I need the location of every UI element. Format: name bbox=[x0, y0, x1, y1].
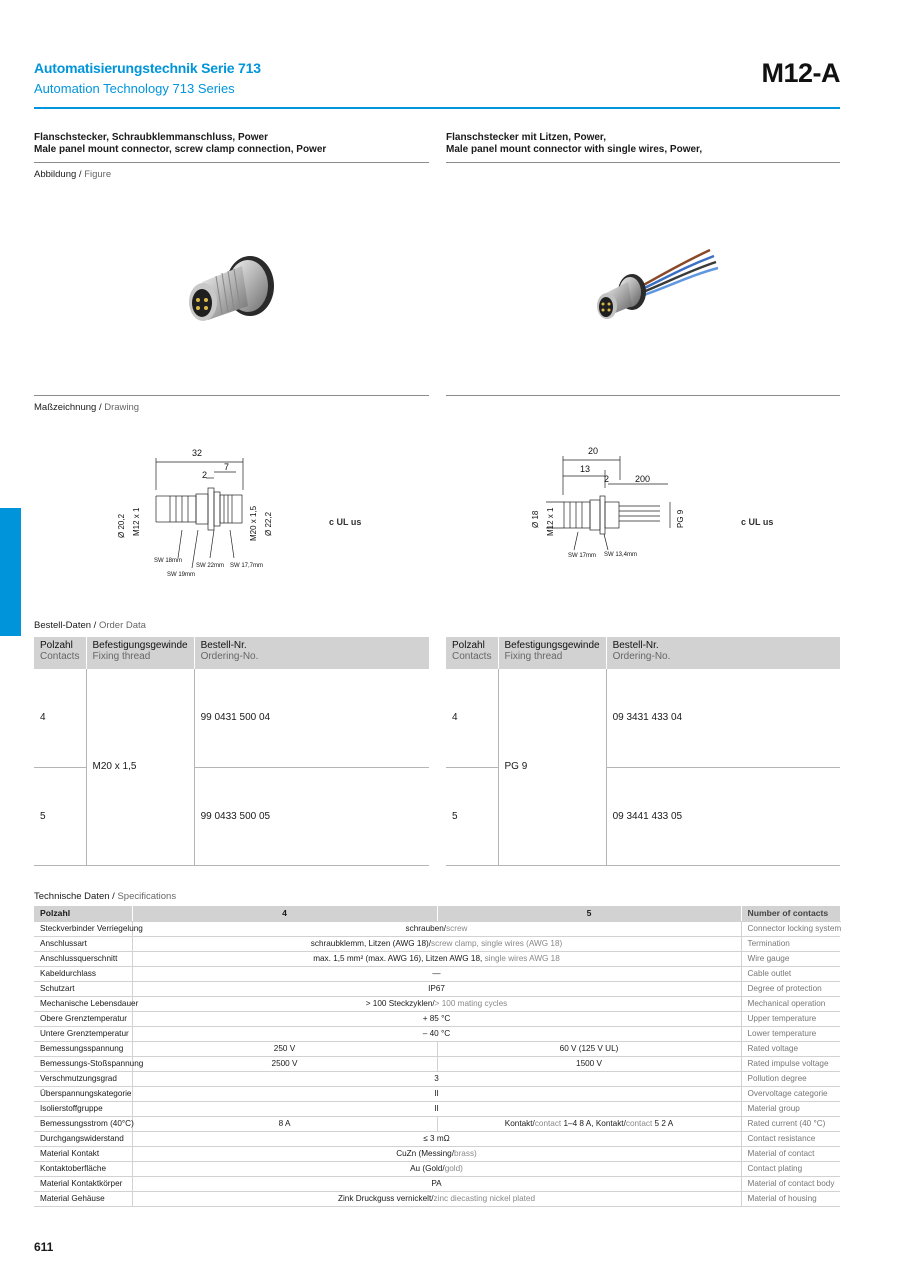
contacts-cell: 4 bbox=[446, 669, 498, 767]
side-tab-marker bbox=[0, 508, 21, 636]
spec-label-en: Wire gauge bbox=[741, 951, 840, 966]
spec-value: schrauben/screw bbox=[132, 921, 741, 936]
col-fixing-thread: Befestigungsgewinde Fixing thread bbox=[498, 637, 606, 669]
spec-value: > 100 Steckzyklen/> 100 mating cycles bbox=[132, 996, 741, 1011]
spec-row bbox=[34, 1191, 840, 1206]
spec-label-de: Obere Grenztemperatur bbox=[34, 1011, 132, 1026]
specifications-label: Technische Daten / Specifications bbox=[34, 891, 177, 902]
spec-row bbox=[34, 1116, 840, 1131]
divider bbox=[446, 162, 840, 163]
spec-row bbox=[34, 936, 840, 951]
order-no-cell: 99 0431 500 04 bbox=[194, 669, 429, 767]
order-table-right bbox=[446, 637, 840, 866]
spec-value: schraubklemm, Litzen (AWG 18)/screw clamp, single wires (AWG 18) bbox=[132, 936, 741, 951]
drawing-label: Maßzeichnung / Drawing bbox=[34, 402, 140, 413]
dim-13: 13 bbox=[580, 464, 591, 474]
spec-label-de: Isolierstoffgruppe bbox=[34, 1101, 132, 1116]
spec-value: + 85 °C bbox=[132, 1011, 741, 1026]
spec-value-5: Kontakt/contact 1–4 8 A, Kontakt/contact 5 2 A bbox=[437, 1116, 741, 1131]
spec-value: — bbox=[132, 966, 741, 981]
dim-m12: M12 x 1 bbox=[132, 507, 141, 536]
spec-label-en: Upper temperature bbox=[741, 1011, 840, 1026]
right-column-title bbox=[446, 132, 840, 156]
dim-m20: M20 x 1,5 bbox=[249, 505, 258, 541]
series-title-en: Automation Technology 713 Series bbox=[34, 81, 235, 96]
spec-label-de: Kabeldurchlass bbox=[34, 966, 132, 981]
dimension-drawing-right bbox=[520, 440, 700, 565]
spec-row bbox=[34, 981, 840, 996]
spec-head-label: Polzahl bbox=[34, 906, 132, 921]
dim-d18: Ø 18 bbox=[531, 510, 540, 528]
spec-label-en: Cable outlet bbox=[741, 966, 840, 981]
product-code: M12-A bbox=[761, 58, 840, 88]
contacts-cell: 5 bbox=[446, 767, 498, 865]
spec-label-de: Anschlussquerschnitt bbox=[34, 951, 132, 966]
spec-label-en: Material group bbox=[741, 1101, 840, 1116]
sw-13-4: SW 13,4mm bbox=[604, 552, 638, 558]
spec-value: ≤ 3 mΩ bbox=[132, 1131, 741, 1146]
spec-value: II bbox=[132, 1101, 741, 1116]
spec-row bbox=[34, 921, 840, 936]
spec-row bbox=[34, 951, 840, 966]
spec-label-de: Bemessungsstrom (40°C) bbox=[34, 1116, 132, 1131]
spec-row bbox=[34, 1026, 840, 1041]
col-ordering-no: Bestell-Nr. Ordering-No. bbox=[606, 637, 840, 669]
dimension-drawing-left bbox=[110, 440, 300, 585]
spec-head-4: 4 bbox=[132, 906, 437, 921]
product-image-screw-clamp bbox=[180, 248, 280, 336]
spec-label-en: Contact resistance bbox=[741, 1131, 840, 1146]
spec-label-de: Verschmutzungsgrad bbox=[34, 1071, 132, 1086]
thread-cell: PG 9 bbox=[498, 669, 606, 865]
spec-label-de: Schutzart bbox=[34, 981, 132, 996]
spec-label-de: Durchgangswiderstand bbox=[34, 1131, 132, 1146]
spec-label-de: Überspannungskategorie bbox=[34, 1086, 132, 1101]
spec-row bbox=[34, 1161, 840, 1176]
contacts-cell: 5 bbox=[34, 767, 86, 865]
spec-label-de: Material Gehäuse bbox=[34, 1191, 132, 1206]
spec-row bbox=[34, 1101, 840, 1116]
dim-2: 2 bbox=[202, 470, 208, 480]
spec-row bbox=[34, 1056, 840, 1071]
spec-value: CuZn (Messing/brass) bbox=[132, 1146, 741, 1161]
spec-label-de: Bemessungs-Stoßspannung bbox=[34, 1056, 132, 1071]
spec-label-de: Material Kontakt bbox=[34, 1146, 132, 1161]
figure-label: Abbildung / Figure bbox=[34, 169, 112, 180]
table-row bbox=[34, 669, 429, 767]
col-contacts: Polzahl Contacts bbox=[446, 637, 498, 669]
spec-value: 3 bbox=[132, 1071, 741, 1086]
spec-value: IP67 bbox=[132, 981, 741, 996]
col-fixing-thread: Befestigungsgewinde Fixing thread bbox=[86, 637, 194, 669]
specifications-table bbox=[34, 906, 841, 1207]
dim-200: 200 bbox=[635, 474, 651, 484]
spec-row bbox=[34, 1086, 840, 1101]
spec-value-5: 1500 V bbox=[437, 1056, 741, 1071]
spec-label-en: Rated impulse voltage bbox=[741, 1056, 840, 1071]
left-title-de: Flanschstecker, Schraubklemmanschluss, Power bbox=[34, 132, 268, 143]
sw-18: SW 18mm bbox=[154, 558, 183, 564]
order-no-cell: 09 3441 433 05 bbox=[606, 767, 840, 865]
spec-head-en: Number of contacts bbox=[741, 906, 840, 921]
thread-cell: M20 x 1,5 bbox=[86, 669, 194, 865]
right-title-en: Male panel mount connector with single wires, Power, bbox=[446, 144, 703, 155]
order-no-cell: 99 0433 500 05 bbox=[194, 767, 429, 865]
sw-19: SW 19mm bbox=[167, 572, 196, 578]
dim-7: 7 bbox=[224, 462, 230, 472]
spec-label-en: Termination bbox=[741, 936, 840, 951]
spec-row bbox=[34, 1041, 840, 1056]
spec-label-en: Lower temperature bbox=[741, 1026, 840, 1041]
right-title-de: Flanschstecker mit Litzen, Power, bbox=[446, 132, 607, 143]
contacts-cell: 4 bbox=[34, 669, 86, 767]
spec-value: Zink Druckguss vernickelt/zinc diecasting nickel plated bbox=[132, 1191, 741, 1206]
spec-value: Au (Gold/gold) bbox=[132, 1161, 741, 1176]
spec-value: II bbox=[132, 1086, 741, 1101]
spec-row bbox=[34, 1176, 840, 1191]
spec-label-en: Connector locking system bbox=[741, 921, 840, 936]
dim-32: 32 bbox=[192, 448, 203, 458]
spec-row bbox=[34, 966, 840, 981]
spec-label-en: Material of housing bbox=[741, 1191, 840, 1206]
left-column-title bbox=[34, 132, 429, 156]
spec-value: max. 1,5 mm² (max. AWG 16), Litzen AWG 18, single wires AWG 18 bbox=[132, 951, 741, 966]
spec-value: PA bbox=[132, 1176, 741, 1191]
page-number: 611 bbox=[34, 1240, 54, 1254]
divider bbox=[34, 395, 429, 396]
spec-value-4: 2500 V bbox=[132, 1056, 437, 1071]
spec-label-de: Bemessungsspannung bbox=[34, 1041, 132, 1056]
col-ordering-no: Bestell-Nr. Ordering-No. bbox=[194, 637, 429, 669]
dim-d22-2: Ø 22,2 bbox=[264, 511, 273, 536]
divider bbox=[446, 395, 840, 396]
dim-pg9: PG 9 bbox=[676, 509, 685, 528]
spec-row bbox=[34, 1071, 840, 1086]
order-no-cell: 09 3431 433 04 bbox=[606, 669, 840, 767]
spec-label-en: Mechanical operation bbox=[741, 996, 840, 1011]
spec-row bbox=[34, 1011, 840, 1026]
col-contacts: Polzahl Contacts bbox=[34, 637, 86, 669]
order-data-label: Bestell-Daten / Order Data bbox=[34, 620, 146, 631]
spec-label-de: Untere Grenztemperatur bbox=[34, 1026, 132, 1041]
spec-head-5: 5 bbox=[437, 906, 741, 921]
spec-label-de: Kontaktoberfläche bbox=[34, 1161, 132, 1176]
spec-label-en: Overvoltage categorie bbox=[741, 1086, 840, 1101]
order-table-left bbox=[34, 637, 429, 866]
spec-value: – 40 °C bbox=[132, 1026, 741, 1041]
table-row bbox=[446, 669, 840, 767]
spec-value-5: 60 V (125 V UL) bbox=[437, 1041, 741, 1056]
sw-17-7: SW 17,7mm bbox=[230, 563, 264, 569]
ul-mark-right: c UL us bbox=[741, 517, 774, 527]
dim-d20-2: Ø 20,2 bbox=[117, 513, 126, 538]
header-rule bbox=[34, 107, 840, 109]
spec-row bbox=[34, 1131, 840, 1146]
spec-label-de: Mechanische Lebensdauer bbox=[34, 996, 132, 1011]
dim-m12: M12 x 1 bbox=[546, 507, 555, 536]
spec-label-en: Degree of protection bbox=[741, 981, 840, 996]
series-title-de: Automatisierungstechnik Serie 713 bbox=[34, 60, 261, 76]
spec-label-de: Anschlussart bbox=[34, 936, 132, 951]
spec-label-en: Pollution degree bbox=[741, 1071, 840, 1086]
dim-20: 20 bbox=[588, 446, 599, 456]
spec-label-en: Material of contact body bbox=[741, 1176, 840, 1191]
spec-value-4: 250 V bbox=[132, 1041, 437, 1056]
spec-row bbox=[34, 996, 840, 1011]
sw-17: SW 17mm bbox=[568, 553, 597, 559]
ul-mark-left: c UL us bbox=[329, 517, 362, 527]
spec-label-de: Steckverbinder Verriegelung bbox=[34, 921, 132, 936]
spec-label-de: Material Kontaktkörper bbox=[34, 1176, 132, 1191]
spec-label-en: Material of contact bbox=[741, 1146, 840, 1161]
spec-label-en: Contact plating bbox=[741, 1161, 840, 1176]
product-image-single-wires bbox=[590, 240, 720, 335]
spec-row bbox=[34, 1146, 840, 1161]
spec-label-en: Rated voltage bbox=[741, 1041, 840, 1056]
spec-value-4: 8 A bbox=[132, 1116, 437, 1131]
divider bbox=[34, 162, 429, 163]
dim-2: 2 bbox=[604, 474, 610, 484]
sw-22: SW 22mm bbox=[196, 563, 225, 569]
left-title-en: Male panel mount connector, screw clamp connection, Power bbox=[34, 144, 327, 155]
spec-label-en: Rated current (40 °C) bbox=[741, 1116, 840, 1131]
